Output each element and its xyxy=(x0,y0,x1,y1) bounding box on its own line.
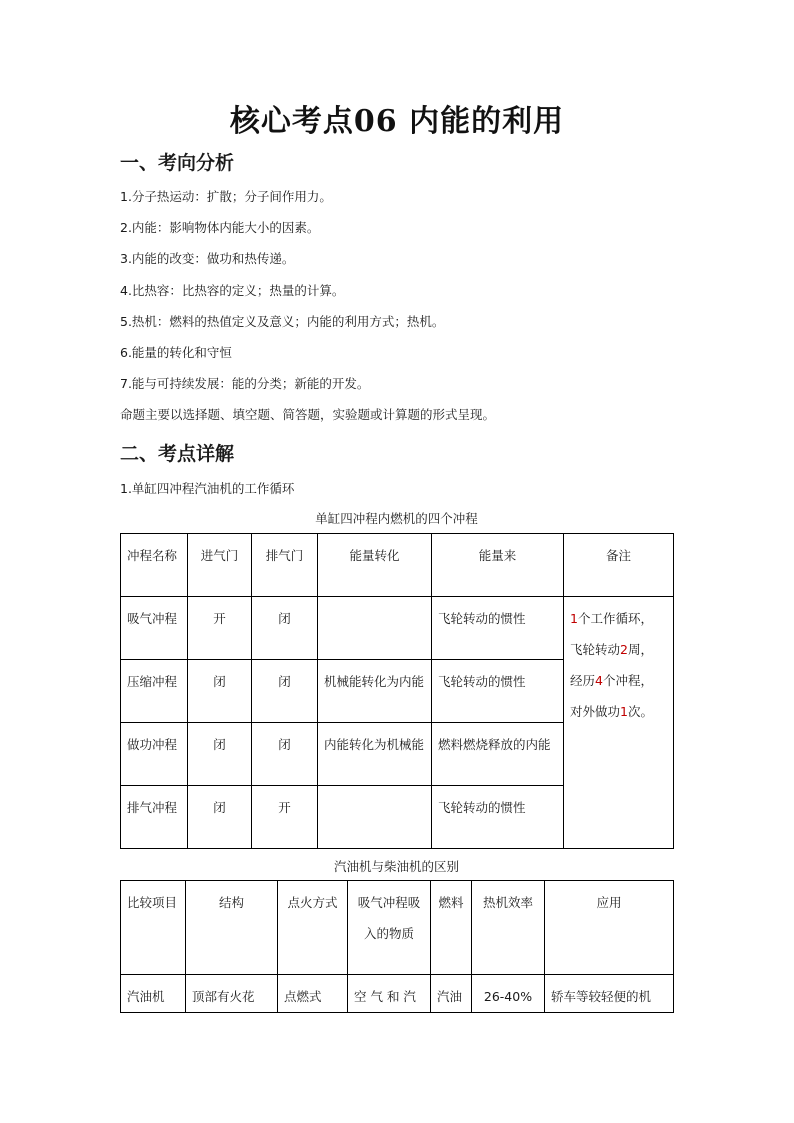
note-line-4: 对外做功1次。 xyxy=(570,704,653,719)
table-cell: 闭 xyxy=(252,597,318,660)
table-cell: 燃料燃烧释放的内能 xyxy=(432,723,564,786)
table-header-cell: 能量转化 xyxy=(318,534,432,597)
table-cell: 压缩冲程 xyxy=(121,660,188,723)
analysis-item-2: 2.内能：影响物体内能大小的因素。 xyxy=(120,220,320,235)
note-line-1: 1个工作循环， xyxy=(570,611,653,626)
table-row xyxy=(121,975,674,1013)
subsection-title: 1.单缸四冲程汽油机的工作循环 xyxy=(120,481,295,496)
table-cell: 空 气 和 汽 xyxy=(348,975,431,1013)
table-cell: 开 xyxy=(188,597,252,660)
table-header-cell: 热机效率 xyxy=(472,881,545,975)
table-cell: 机械能转化为内能 xyxy=(318,660,432,723)
table-cell: 轿车等较轻便的机 xyxy=(545,975,674,1013)
table-note-cell xyxy=(564,597,674,849)
table-header-row xyxy=(121,534,674,597)
table-header-cell: 吸气冲程吸入的物质 xyxy=(348,881,431,975)
table-cell: 26-40% xyxy=(472,975,545,1013)
table-header-cell: 燃料 xyxy=(431,881,472,975)
table2-caption: 汽油机与柴油机的区别 xyxy=(333,859,459,874)
analysis-item-6: 6.能量的转化和守恒 xyxy=(120,345,232,360)
four-stroke-table xyxy=(120,533,674,849)
analysis-item-1: 1.分子热运动：扩散；分子间作用力。 xyxy=(120,189,332,204)
table-cell: 吸气冲程 xyxy=(121,597,188,660)
table-header-cell: 比较项目 xyxy=(121,881,186,975)
table-header-cell: 点火方式 xyxy=(278,881,348,975)
table-cell: 闭 xyxy=(252,660,318,723)
table-header-cell: 进气门 xyxy=(188,534,252,597)
table-cell: 点燃式 xyxy=(278,975,348,1013)
engine-comparison-table xyxy=(120,880,674,1013)
table-header-cell: 排气门 xyxy=(252,534,318,597)
table-cell: 内能转化为机械能 xyxy=(318,723,432,786)
table-cell: 排气冲程 xyxy=(121,786,188,849)
table-cell: 做功冲程 xyxy=(121,723,188,786)
table-cell xyxy=(318,597,432,660)
table-cell: 闭 xyxy=(188,786,252,849)
section-heading-details: 二、考点详解 xyxy=(120,443,235,465)
table-cell: 飞轮转动的惯性 xyxy=(432,660,564,723)
table-cell: 汽油机 xyxy=(121,975,186,1013)
table-cell: 闭 xyxy=(188,660,252,723)
table-header-cell: 结构 xyxy=(186,881,278,975)
table-cell: 飞轮转动的惯性 xyxy=(432,597,564,660)
page-title: 核心考点06 内能的利用 xyxy=(229,104,565,139)
table-header-cell: 备注 xyxy=(564,534,674,597)
table-header-cell: 冲程名称 xyxy=(121,534,188,597)
table-cell xyxy=(318,786,432,849)
analysis-item-5: 5.热机：燃料的热值定义及意义；内能的利用方式；热机。 xyxy=(120,314,445,329)
section-heading-analysis: 一、考向分析 xyxy=(120,152,235,174)
table-row xyxy=(121,597,674,660)
table-cell: 飞轮转动的惯性 xyxy=(432,786,564,849)
table-cell: 闭 xyxy=(252,723,318,786)
table-header-row xyxy=(121,881,674,975)
table-cell: 开 xyxy=(252,786,318,849)
table-cell: 闭 xyxy=(188,723,252,786)
note-line-2: 飞轮转动2周， xyxy=(570,642,653,657)
table1-caption: 单缸四冲程内燃机的四个冲程 xyxy=(315,511,478,526)
table-cell: 顶部有火花 xyxy=(186,975,278,1013)
analysis-summary: 命题主要以选择题、填空题、简答题，实验题或计算题的形式呈现。 xyxy=(120,407,496,422)
table-header-cell: 应用 xyxy=(545,881,674,975)
analysis-item-7: 7.能与可持续发展：能的分类；新能的开发。 xyxy=(120,376,370,391)
analysis-item-4: 4.比热容：比热容的定义；热量的计算。 xyxy=(120,283,345,298)
note-line-3: 经历4个冲程， xyxy=(570,673,653,688)
table-cell: 汽油 xyxy=(431,975,472,1013)
table-header-cell: 能量来 xyxy=(432,534,564,597)
analysis-item-3: 3.内能的改变：做功和热传递。 xyxy=(120,251,295,266)
